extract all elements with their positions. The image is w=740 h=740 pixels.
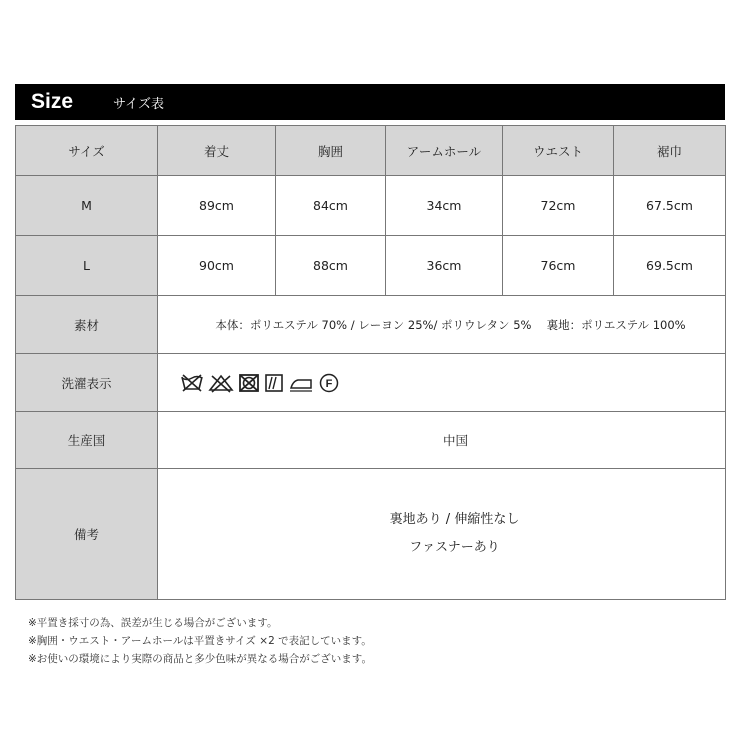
material-cell (158, 296, 726, 354)
header-bar (15, 84, 725, 120)
dry-clean-f-icon (318, 373, 340, 393)
origin-row (16, 412, 726, 469)
material-row (16, 296, 726, 354)
column-header: 胸囲 (276, 126, 386, 176)
no-bleach-icon (208, 373, 234, 393)
table-cell: 72cm (503, 176, 614, 236)
size-label-cell: L (16, 236, 158, 296)
footnote: ※平置き採寸の為、誤差が生じる場合がございます。 (28, 617, 278, 629)
table-header-row (16, 126, 726, 176)
origin-label: 生産国 (16, 412, 158, 469)
notes-line: ファスナーあり (409, 540, 500, 555)
table-cell: 36cm (386, 236, 503, 296)
size-table (15, 125, 726, 600)
care-icons (158, 373, 725, 393)
footnote: ※お使いの環境により実際の商品と多少色味が異なる場合がございます。 (28, 653, 372, 665)
no-wash-icon (180, 373, 204, 393)
table-row (16, 236, 726, 296)
table-cell: 34cm (386, 176, 503, 236)
table-cell: 88cm (276, 236, 386, 296)
notes-line: 裏地あり / 伸縮性なし (389, 512, 520, 527)
column-header: サイズ (16, 126, 158, 176)
size-subtitle: サイズ表 (113, 96, 164, 112)
care-label: 洗濯表示 (16, 354, 158, 412)
table-cell: 90cm (158, 236, 276, 296)
origin-cell (158, 412, 726, 469)
table-cell: 84cm (276, 176, 386, 236)
iron-low-icon (288, 373, 314, 393)
notes-label: 備考 (16, 469, 158, 600)
column-header: アームホール (386, 126, 503, 176)
column-header: 着丈 (158, 126, 276, 176)
table-cell: 76cm (503, 236, 614, 296)
column-header: 裾巾 (614, 126, 726, 176)
care-cell (158, 354, 726, 412)
footnotes (28, 614, 372, 668)
size-title: Size (31, 90, 74, 113)
size-label-cell: M (16, 176, 158, 236)
care-row (16, 354, 726, 412)
notes-cell (158, 469, 726, 600)
table-cell: 67.5cm (614, 176, 726, 236)
column-header: ウエスト (503, 126, 614, 176)
no-tumble-dry-icon (238, 373, 260, 393)
notes-value (158, 506, 725, 562)
table-cell: 89cm (158, 176, 276, 236)
table-cell: 69.5cm (614, 236, 726, 296)
notes-row (16, 469, 726, 600)
origin-value: 中国 (442, 433, 468, 448)
material-label: 素材 (16, 296, 158, 354)
footnote: ※胸囲・ウエスト・アームホールは平置きサイズ ×2 で表記しています。 (28, 635, 372, 647)
dry-clean-letter: F (325, 377, 333, 390)
line-dry-icon (264, 373, 284, 393)
table-row (16, 176, 726, 236)
material-value: 本体：ポリエステル 70% / レーヨン 25%/ ポリウレタン 5% 裏地：ポリエステル 100% (215, 317, 686, 332)
